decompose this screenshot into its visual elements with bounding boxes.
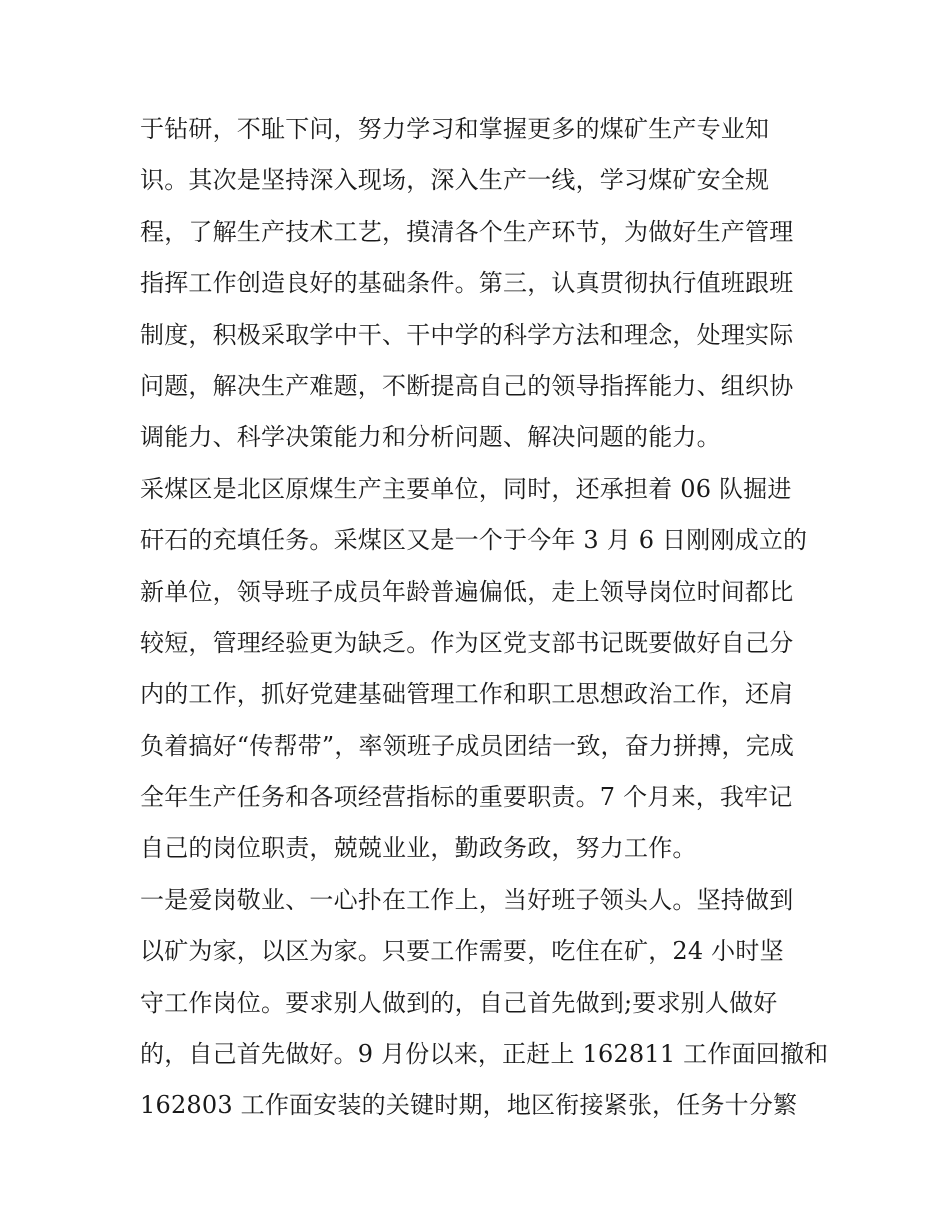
text-line: 制度，积极采取学中干、干中学的科学方法和理念，处理实际 bbox=[140, 320, 794, 349]
text-line: 问题，解决生产难题，不断提高自己的领导指挥能力、组织协 bbox=[140, 371, 794, 400]
text-line: 于钻研，不耻下问，努力学习和掌握更多的煤矿生产专业知 bbox=[140, 115, 770, 143]
text-line: 新单位，领导班子成员年龄普遍偏低，走上领导岗位时间都比 bbox=[140, 577, 794, 606]
text-line: 自己的岗位职责，兢兢业业，勤政务政，努力工作。 bbox=[140, 834, 697, 863]
text-line: 调能力、科学决策能力和分析问题、解决问题的能力。 bbox=[140, 423, 721, 452]
text-line: 的，自己首先做好。9 月份以来，正赶上 162811 工作面回撤和 bbox=[140, 1040, 829, 1069]
text-line: 负着搞好“传帮带”，率领班子成员团结一致，奋力拼搏，完成 bbox=[140, 731, 795, 760]
text-line: 较短，管理经验更为缺乏。作为区党支部书记既要做好自己分 bbox=[140, 628, 794, 657]
text-line: 内的工作，抓好党建基础管理工作和职工思想政治工作，还肩 bbox=[140, 680, 794, 709]
text-line: 采煤区是北区原煤生产主要单位，同时，还承担着 06 队掘进 bbox=[140, 474, 792, 503]
text-line: 守工作岗位。要求别人做到的，自己首先做到;要求别人做好 bbox=[140, 988, 778, 1017]
text-line: 识。其次是坚持深入现场，深入生产一线，学习煤矿安全规 bbox=[140, 166, 770, 195]
text-line: 一是爱岗敬业、一心扑在工作上，当好班子领头人。坚持做到 bbox=[140, 885, 794, 914]
text-line: 162803 工作面安装的关键时期，地区衔接紧张，任务十分繁 bbox=[140, 1091, 798, 1120]
text-line: 矸石的充填任务。采煤区又是一个于今年 3 月 6 日刚刚成立的 bbox=[140, 526, 808, 555]
text-line: 程，了解生产技术工艺，摸清各个生产环节，为做好生产管理 bbox=[140, 217, 794, 246]
body-text bbox=[140, 104, 830, 1132]
text-line: 指挥工作创造良好的基础条件。第三，认真贯彻执行值班跟班 bbox=[140, 269, 794, 298]
text-line: 以矿为家，以区为家。只要工作需要，吃住在矿，24 小时坚 bbox=[140, 937, 784, 966]
text-line: 全年生产任务和各项经营指标的重要职责。7 个月来，我牢记 bbox=[140, 783, 793, 812]
